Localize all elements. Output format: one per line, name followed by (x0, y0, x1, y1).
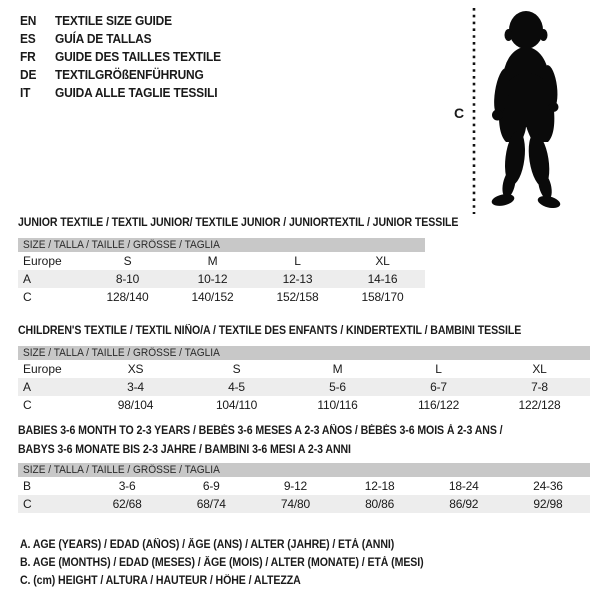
language-title: TEXTILE SIZE GUIDE (54, 13, 172, 28)
table-row-europe (18, 360, 590, 378)
size-value-cell: 158/170 (361, 290, 404, 304)
legend-line-b: B. AGE (MONTHS) / EDAD (MESES) / ÂGE (MOIS) / ALTER (MONATE) / ETÀ (MESI) (20, 557, 424, 569)
size-header-bar (18, 463, 590, 477)
language-code: FR (20, 49, 36, 64)
row-label: C (23, 497, 32, 511)
table-row-a (18, 378, 590, 396)
size-value-cell: 86/92 (449, 497, 479, 511)
size-value-cell: 9-12 (283, 479, 308, 493)
language-code: EN (20, 13, 37, 28)
size-header-bar (18, 238, 425, 252)
row-label: A (23, 380, 32, 394)
junior-textile-table (18, 238, 425, 306)
size-header-bar (18, 346, 590, 360)
size-value-cell: 18-24 (448, 479, 479, 493)
row-label: C (23, 290, 32, 304)
language-code: DE (20, 67, 37, 82)
size-value-cell: 14-16 (367, 272, 398, 286)
size-value-cell: XS (127, 362, 144, 376)
row-label: Europe (23, 362, 62, 376)
language-row-it (20, 84, 221, 102)
table-row-a (18, 270, 425, 288)
size-value-cell: 8-10 (115, 272, 140, 286)
size-value-cell: 92/98 (533, 497, 563, 511)
babies-table-rows (18, 477, 590, 513)
size-value-cell: 3-4 (127, 380, 144, 394)
table-row-c (18, 288, 425, 306)
size-value-cell: M (207, 254, 218, 268)
size-value-cell: 110/116 (317, 398, 358, 412)
size-value-cell: L (294, 254, 301, 268)
language-title: GUÍA DE TALLAS (54, 31, 152, 46)
table-row-europe (18, 252, 425, 270)
size-value-cell: 12-18 (364, 479, 395, 493)
table-row-b (18, 477, 590, 495)
language-title: GUIDE DES TAILLES TEXTILE (54, 49, 221, 64)
children-table-title (18, 322, 565, 341)
size-value-cell: 6-7 (430, 380, 447, 394)
size-value-cell: L (435, 362, 442, 376)
size-value-cell: 104/110 (215, 398, 258, 412)
size-header-text: SIZE / TALLA / TAILLE / GRÖSSE / TAGLIA (23, 464, 220, 476)
size-value-cell: 4-5 (228, 380, 245, 394)
size-value-cell: 6-9 (202, 479, 220, 493)
size-value-cell: 140/152 (191, 290, 234, 304)
size-value-cell: S (232, 362, 241, 376)
size-value-cell: S (123, 254, 132, 268)
size-header-text: SIZE / TALLA / TAILLE / GRÖSSE / TAGLIA (23, 347, 220, 359)
table-row-c (18, 396, 590, 414)
size-value-cell: 12-13 (282, 272, 313, 286)
dashed-height-line (471, 8, 477, 214)
language-row-en (20, 12, 221, 30)
language-row-fr (20, 48, 221, 66)
language-code: ES (20, 31, 36, 46)
language-row-de (20, 66, 221, 84)
language-title: GUIDA ALLE TAGLIE TESSILI (54, 85, 218, 100)
row-label: Europe (23, 254, 62, 268)
language-title: TEXTILGRÖßENFÜHRUNG (54, 67, 204, 82)
size-value-cell: 10-12 (197, 272, 228, 286)
language-code: IT (20, 85, 31, 100)
size-value-cell: 122/128 (518, 398, 561, 412)
size-value-cell: 128/140 (106, 290, 149, 304)
size-value-cell: 74/80 (280, 497, 310, 511)
size-value-cell: 5-6 (329, 380, 346, 394)
size-value-cell: 24-36 (533, 479, 563, 493)
size-value-cell: 98/104 (117, 398, 154, 412)
children-textile-table (18, 346, 590, 414)
legend-line-c: C. (cm) HEIGHT / ALTURA / HAUTEUR / HÖHE / ALTEZZA (20, 575, 301, 587)
babies-textile-table (18, 463, 590, 513)
junior-table-title-text: JUNIOR TEXTILE / TEXTIL JUNIOR/ TEXTILE JUNIOR / JUNIORTEXTIL / JUNIOR TESSILE (18, 217, 459, 229)
row-label: C (23, 398, 32, 412)
language-title-list (20, 12, 238, 102)
size-value-cell: XL (532, 362, 547, 376)
babies-table-title-line2: BABYS 3-6 MONATE BIS 2-3 JAHRE / BAMBINI 3-6 MESI A 2-3 ANNI (18, 444, 351, 456)
size-value-cell: 62/68 (112, 497, 142, 511)
junior-table-title (18, 214, 497, 233)
size-value-cell: 152/158 (276, 290, 319, 304)
size-value-cell: M (332, 362, 343, 376)
size-value-cell: 3-6 (118, 479, 136, 493)
size-value-cell: XL (375, 254, 390, 268)
children-table-rows (18, 360, 590, 414)
children-table-title-text: CHILDREN'S TEXTILE / TEXTIL NIÑO/A / TEXTILE DES ENFANTS / KINDERTEXTIL / BAMBINI TESSILE (18, 325, 522, 337)
junior-table-rows (18, 252, 425, 306)
table-row-c (18, 495, 590, 513)
figure-height-label: C (454, 105, 465, 121)
size-header-text: SIZE / TALLA / TAILLE / GRÖSSE / TAGLIA (23, 239, 220, 251)
babies-table-title-line1: BABIES 3-6 MONTH TO 2-3 YEARS / BEBÉS 3-6 MESES A 2-3 AÑOS / BÉBÉS 3-6 MOIS À 2-3 ANS / (18, 425, 503, 437)
row-label: A (23, 272, 32, 286)
language-row-es (20, 30, 221, 48)
baby-silhouette-icon (482, 8, 570, 208)
size-value-cell: 68/74 (196, 497, 226, 511)
babies-table-title (18, 422, 545, 460)
legend-line-a: A. AGE (YEARS) / EDAD (AÑOS) / ÂGE (ANS) / ALTER (JAHRE) / ETÀ (ANNI) (20, 539, 395, 551)
row-label: B (23, 479, 32, 493)
size-value-cell: 116/122 (417, 398, 460, 412)
size-value-cell: 7-8 (531, 380, 548, 394)
size-value-cell: 80/86 (365, 497, 395, 511)
measurement-legend (20, 536, 459, 590)
